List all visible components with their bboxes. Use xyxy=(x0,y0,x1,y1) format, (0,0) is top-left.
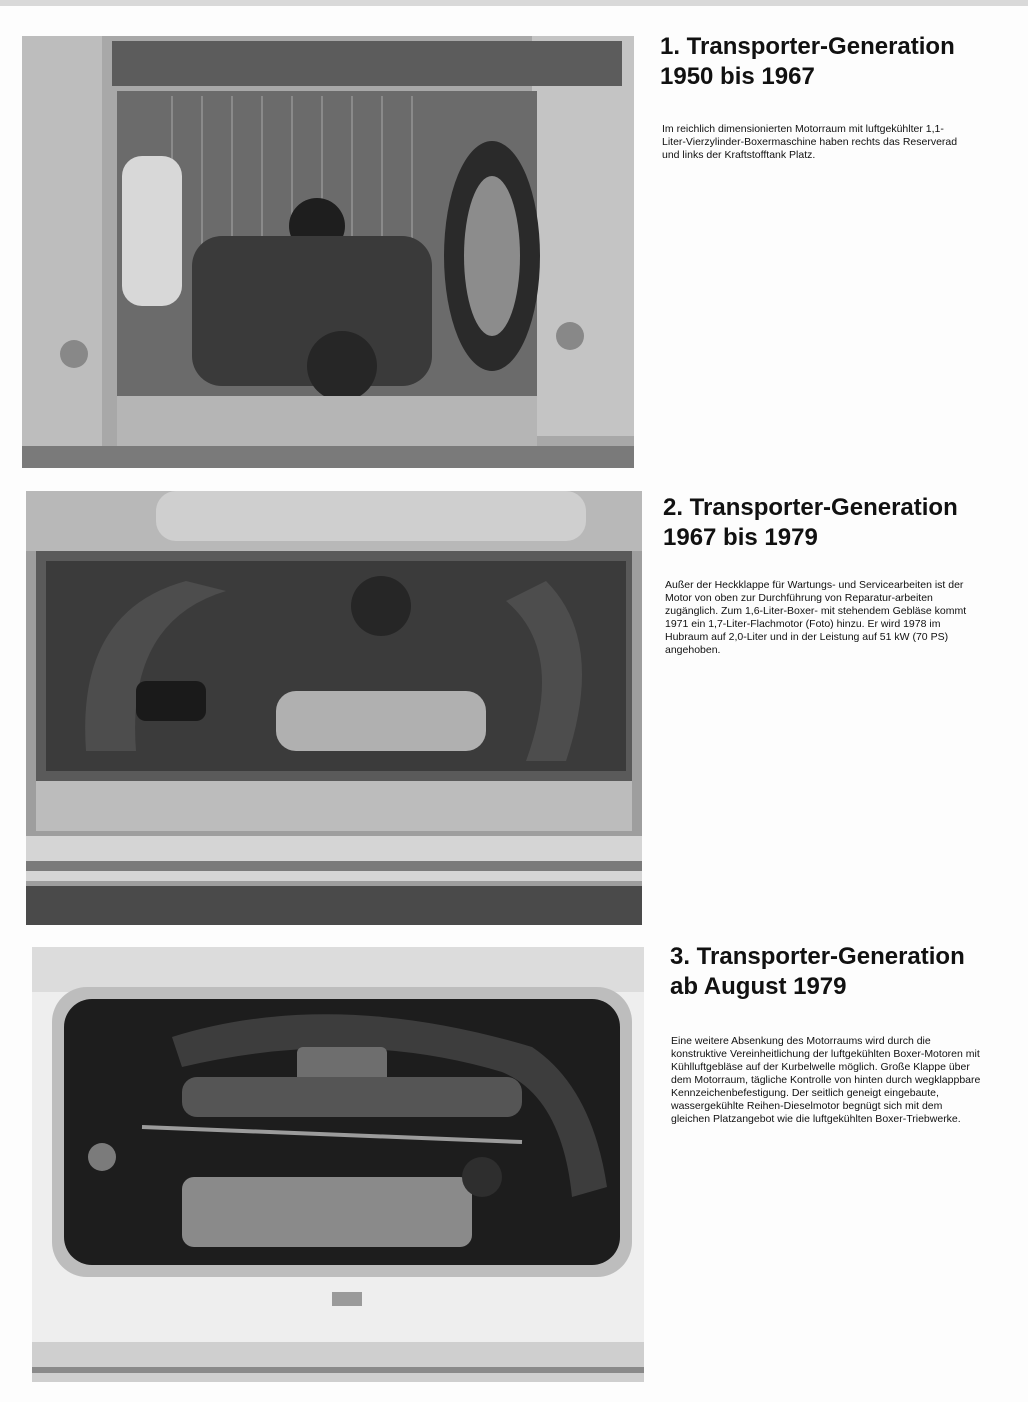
section-1-title-line1: 1. Transporter-Generation xyxy=(660,33,955,60)
section-3-title xyxy=(670,942,965,1002)
section-2-title-line2: 1967 bis 1979 xyxy=(663,524,818,551)
photo-engine-bay-generation-2 xyxy=(26,491,642,925)
photo-engine-bay-generation-3 xyxy=(32,947,644,1382)
section-3-caption: Eine weitere Absenkung des Motorraums wird durch die konstruktive Vereinheitlichung der luftgekühlten Boxer-Motoren mit Kühlluftgebläse auf der Kurbelwelle möglich. Große Klappe über dem Motorraum, tägliche Kontrolle von hinten durch wegklappbare Kennzeichenbefestigung. Der seitlich geneigt eingebaute, wassergekühlte Reihen-Dieselmotor begnügt sich mit dem gleichen Platzangebot wie die luftgekühlten Boxer-Triebwerke. xyxy=(671,1035,981,1125)
section-2-title-line1: 2. Transporter-Generation xyxy=(663,494,958,521)
section-2-caption: Außer der Heckklappe für Wartungs- und Servicearbeiten ist der Motor von oben zur Durchführung von Reparatur-arbeiten zugänglich. Zum 1,6-Liter-Boxer- mit stehendem Gebläse kommt 1971 ein 1,7-Liter-Flachmotor (Foto) hinzu. Er wird 1978 im Hubraum auf 2,0-Liter und in der Leistung auf 51 kW (70 PS) angehoben. xyxy=(665,579,967,656)
photo-engine-bay-generation-1 xyxy=(22,36,634,468)
section-1-title xyxy=(660,32,955,92)
section-1-caption: Im reichlich dimensionierten Motorraum mit luftgekühlter 1,1-Liter-Vierzylinder-Boxermaschine haben rechts das Reserverad und links der Kraftstofftank Platz. xyxy=(662,123,958,161)
document-page xyxy=(0,6,1028,1402)
section-3-title-line1: 3. Transporter-Generation xyxy=(670,943,965,970)
section-2-title xyxy=(663,493,958,553)
section-1-title-line2: 1950 bis 1967 xyxy=(660,63,815,90)
section-3-title-line2: ab August 1979 xyxy=(670,973,847,1000)
